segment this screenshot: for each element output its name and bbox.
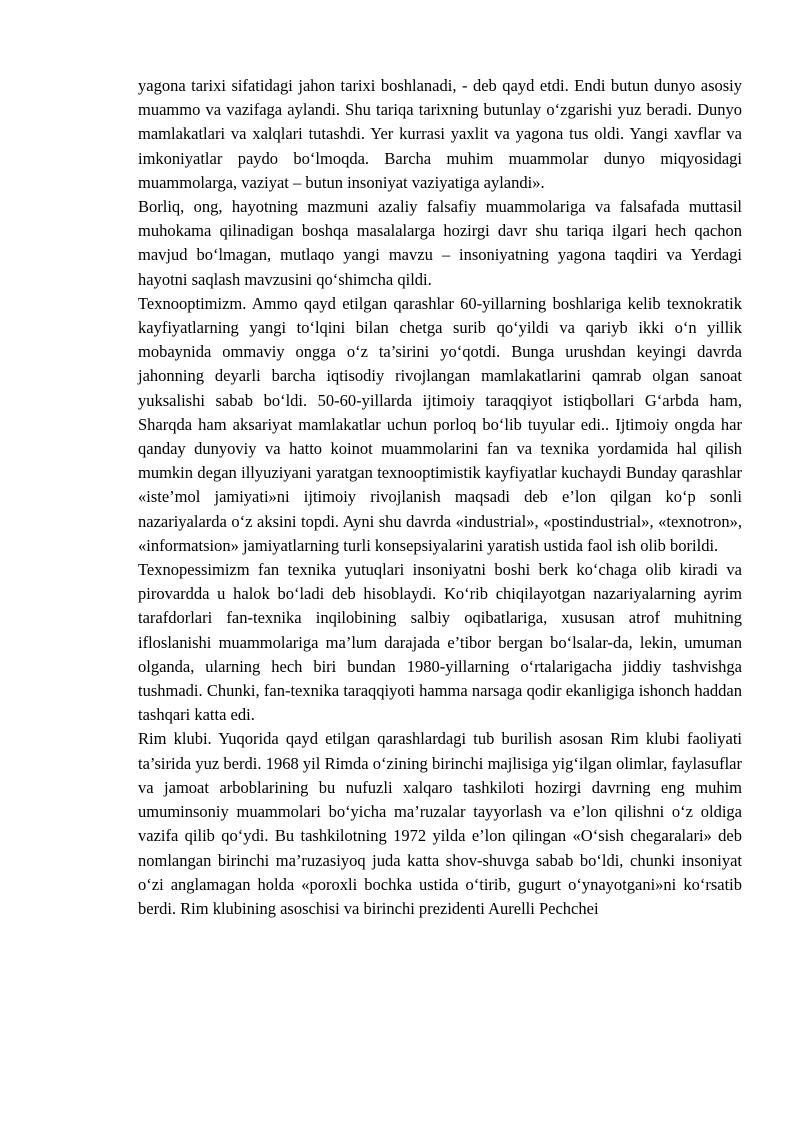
paragraph-borliq: Borliq, ong, hayotning mazmuni azaliy falsafiy muammolariga va falsafada muttasil muhokama qilinadigan boshqa masalalarga hozirgi davr shu tariqa ilgari hech qachon mavjud bo‘lmagan, mutlaqo yangi mavzu – insoniyatning yagona taqdiri va Yerdagi hayotni saqlash mavzusini qo‘shimcha qildi. <box>138 197 742 289</box>
paragraph-texnopessimizm: Texnopessimizm fan texnika yutuqlari insoniyatni boshi berk ko‘chaga olib kiradi va pirovardda u halok bo‘ladi deb hisoblaydi. Ko‘rib chiqilayotgan nazariyalarning ayrim tarafdorlari fan-texnika inqilobining salbiy oqibatlariga, xususan atrof muhitning ifloslanishi muammolariga ma’lum darajada e’tibor bergan bo‘lsalar-da, lekin, umuman olganda, ularning hech biri bundan 1980-yillarning o‘rtalarigacha jiddiy tashvishga tushmadi. Chunki, fan-texnika taraqqiyoti hamma narsaga qodir ekanligiga ishonch haddan tashqari katta edi. <box>138 560 742 725</box>
paragraph-rim-klubi: Rim klubi. Yuqorida qayd etilgan qarashlardagi tub burilish asosan Rim klubi faoliyati ta’sirida yuz berdi. 1968 yil Rimda o‘zining birinchi majlisiga yig‘ilgan olimlar, faylasuflar va jamoat arboblarining bu nufuzli xalqaro tashkiloti hozirgi davrning eng muhim umuminsoniy muammolari bo‘yicha ma’ruzalar tayyorlash va e’lon qilishni o‘z oldiga vazifa qilib qo‘ydi. Bu tashkilotning 1972 yilda e’lon qilingan «O‘sish chegaralari» deb nomlangan birinchi ma’ruzasiyoq juda katta shov-shuvga sabab bo‘ldi, chunki insoniyat o‘zi anglamagan holda «poroxli bochka ustida o‘tirib, gugurt o‘ynayotgani»ni ko‘rsatib berdi. Rim klubining asoschisi va birinchi prezidenti Aurelli Pechchei <box>138 729 742 918</box>
document-page <box>138 74 742 921</box>
paragraph-texnooptimizm: Texnooptimizm. Ammo qayd etilgan qarashlar 60-yillarning boshlariga kelib texnokratik kayfiyatlarning yangi to‘lqini bilan chetga surib qo‘yildi va qariyb ikki o‘n yillik mobaynida ommaviy ongga o‘z ta’sirini yo‘qotdi. Bunga urushdan keyingi davrda jahonning deyarli barcha iqtisodiy rivojlangan mamlakatlarini qamrab olgan sanoat yuksalishi sabab bo‘ldi. 50-60-yillarda ijtimoiy taraqqiyot istiqbollari G‘arbda ham, Sharqda ham aksariyat mamlakatlar uchun porloq bo‘lib tuyular edi.. Ijtimoiy ongda har qanday dunyoviy va hatto koinot muammolarini fan va texnika yordamida hal qilish mumkin degan illyuziyani yaratgan texnooptimistik kayfiyatlar kuchaydi Bunday qarashlar «iste’mol jamiyati»ni ijtimoiy rivojlanish maqsadi deb e’lon qilgan ko‘p sonli nazariyalarda o‘z aksini topdi. Ayni shu davrda «industrial», «postindustrial», «texnotron», «informatsion» jamiyatlarning turli konsepsiyalarini yaratish ustida faol ish olib borildi. <box>138 293 742 555</box>
paragraph-continuation: yagona tarixi sifatidagi jahon tarixi boshlanadi, - deb qayd etdi. Endi butun dunyo asosiy muammo va vazifaga aylandi. Shu tariqa tarixning butunlay o‘zgarishi yuz beradi. Dunyo mamlakatlari va xalqlari tutashdi. Yer kurrasi yaxlit va yagona tus oldi. Yangi xavflar va imkoniyatlar paydo bo‘lmoqda. Barcha muhim muammolar dunyo miqyosidagi muammolarga, vaziyat – butun insoniyat vaziyatiga aylandi». <box>138 76 742 192</box>
